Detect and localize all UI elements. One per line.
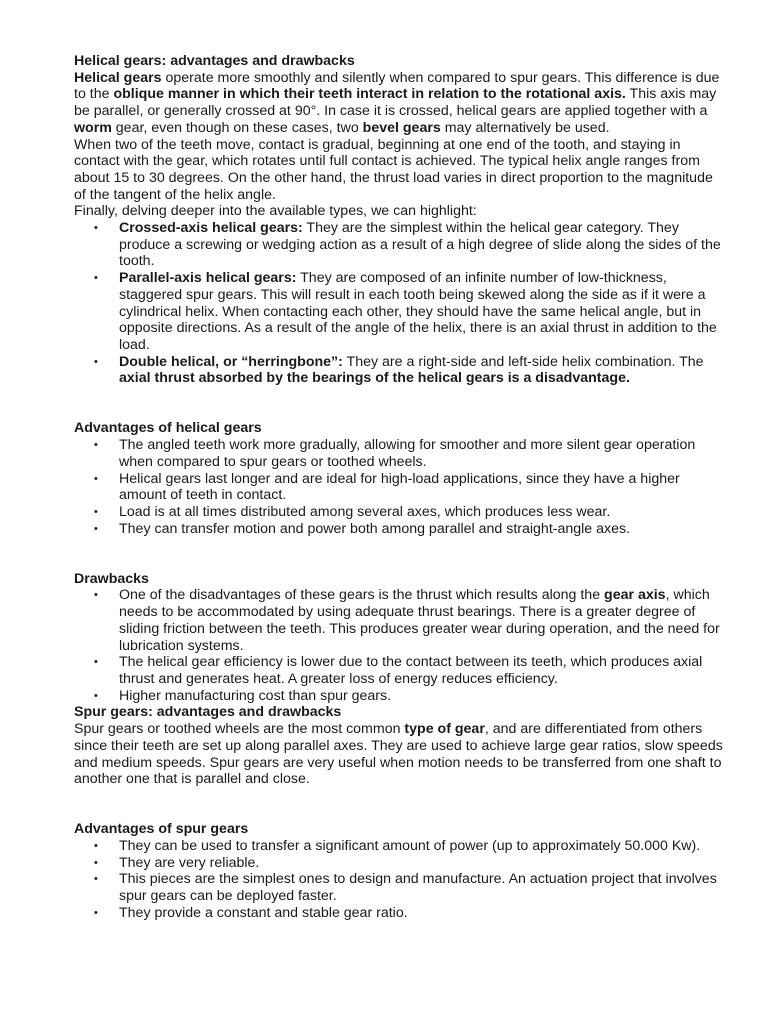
bold-term: Helical gears xyxy=(74,69,162,86)
section-heading-spur-advantages: Advantages of spur gears xyxy=(74,821,249,838)
list-item: • They provide a constant and stable gear ratio. xyxy=(119,905,724,922)
paragraph-text: Spur gears or toothed wheels are the most common xyxy=(74,721,405,738)
section-heading-drawbacks: Drawbacks xyxy=(74,570,149,587)
list-item: • This pieces are the simplest ones to design and manufacture. An actuation project that involves spur gears can be deployed faster. xyxy=(119,871,724,904)
bold-term: gear axis xyxy=(604,587,666,604)
list-item: • They are very reliable. xyxy=(119,855,724,872)
paragraph-text: This axis may be parallel, or generally crossed at 90°. In case it is crossed, helical gears are applied together with a xyxy=(74,86,717,120)
bold-term: type of gear xyxy=(404,721,485,738)
helical-intro-paragraph xyxy=(74,70,724,137)
list-item-text: , which needs to be accommodated by using adequate thrust bearings. There is a greater degree of sliding friction between the teeth. This produces greater wear during operation, and the need for lubrication systems. xyxy=(119,587,720,654)
list-item xyxy=(119,354,724,387)
list-item-text: They are the simplest within the helical gear category. They produce a screwing or wedging action as a result of a high degree of slide along the sides of the tooth. xyxy=(119,220,721,270)
list-item: • The angled teeth work more gradually, allowing for smoother and more silent gear operation when compared to spur gears or toothed wheels. xyxy=(119,437,724,470)
paragraph-text: may alternatively be used. xyxy=(440,119,610,136)
list-item xyxy=(119,587,724,654)
list-item: • Higher manufacturing cost than spur gears. xyxy=(119,688,724,705)
helical-types-intro: Finally, delving deeper into the available types, we can highlight: xyxy=(74,203,477,220)
document-body xyxy=(74,53,724,922)
spacer xyxy=(74,788,724,821)
paragraph-text: operate more smoothly and silently when compared to spur gears. This difference is due to the xyxy=(74,69,720,103)
spur-advantages-list xyxy=(74,838,724,922)
paragraph-text: , and are differentiated from others since their teeth are set up along parallel axes. They are used to achieve large gear ratios, slow speeds and medium speeds. Spur gears are very useful when motion needs to be transferred from one shaft to another one that is parallel and close. xyxy=(74,721,723,788)
section-heading-helical: Helical gears: advantages and drawbacks xyxy=(74,53,355,69)
bold-term: worm xyxy=(74,119,112,136)
list-item: • Helical gears last longer and are ideal for high-load applications, since they have a higher amount of teeth in contact. xyxy=(119,471,724,504)
bold-term: oblique manner in which their teeth interact in relation to the rotational axis. xyxy=(113,86,626,103)
bold-term: Crossed-axis helical gears: xyxy=(119,220,303,237)
list-item: • They can be used to transfer a significant amount of power (up to approximately 50.000 Kw). xyxy=(119,838,724,855)
list-item: • Load is at all times distributed among several axes, which produces less wear. xyxy=(119,504,724,521)
list-item xyxy=(119,220,724,270)
helical-types-list xyxy=(74,220,724,387)
section-heading-spur: Spur gears: advantages and drawbacks xyxy=(74,704,342,721)
list-item: • The helical gear efficiency is lower due to the contact between its teeth, which produces axial thrust and generates heat. A greater loss of energy reduces efficiency. xyxy=(119,654,724,687)
spacer xyxy=(74,387,724,420)
list-item-text: One of the disadvantages of these gears is the thrust which results along the xyxy=(119,587,605,604)
bold-term: Double helical, or “herringbone”: xyxy=(119,353,343,370)
section-heading-helical-advantages: Advantages of helical gears xyxy=(74,420,262,437)
bold-term: axial thrust absorbed by the bearings of the helical gears is a disadvantage. xyxy=(119,370,630,387)
list-item: • They can transfer motion and power both among parallel and straight-angle axes. xyxy=(119,521,724,538)
paragraph-text: gear, even though on these cases, two xyxy=(111,119,363,136)
list-item xyxy=(119,270,724,354)
list-item-text: They are composed of an infinite number of low-thickness, staggered spur gears. This will result in each tooth being skewed along the side as if it were a cylindrical helix. When contacting each other, they should have the same helical angle, but in opposite directions. As a result of the angle of the helix, there is an axial thrust in addition to the load. xyxy=(119,270,717,353)
bold-term: Parallel-axis helical gears: xyxy=(119,270,297,287)
helical-contact-paragraph: When two of the teeth move, contact is gradual, beginning at one end of the tooth, and staying in contact with the gear, which rotates until full contact is achieved. The typical helix angle ranges from about 15 to 30 degrees. On the other hand, the thrust load varies in direct proportion to the magnitude of the tangent of the helix angle. xyxy=(74,136,713,203)
spur-intro-paragraph xyxy=(74,721,724,788)
bold-term: bevel gears xyxy=(362,119,441,136)
helical-advantages-list xyxy=(74,437,724,537)
spacer xyxy=(74,537,724,570)
list-item-text: They are a right-side and left-side helix combination. The xyxy=(342,353,704,370)
drawbacks-list xyxy=(74,587,724,704)
